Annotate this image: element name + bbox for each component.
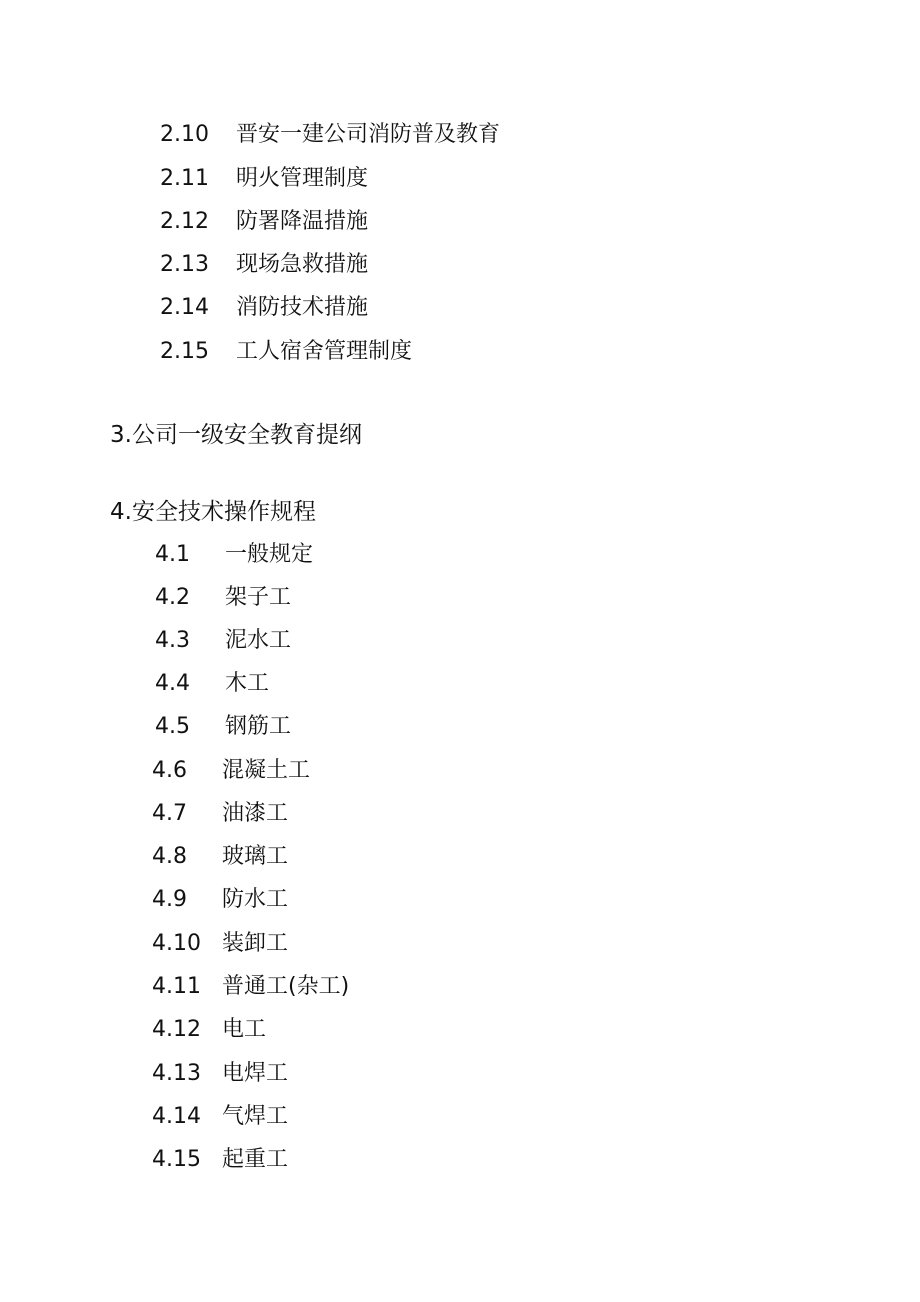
toc-item-title: 普通工(杂工): [222, 974, 350, 999]
toc-item-number: 2.12: [160, 209, 209, 234]
toc-item-number: 4.15: [152, 1147, 201, 1172]
toc-item-title: 钢筋工: [225, 714, 292, 739]
toc-item-number: 4.7: [152, 801, 187, 826]
toc-item-title: 装卸工: [222, 931, 289, 956]
section-4-heading: 4.安全技术操作规程: [110, 499, 316, 525]
toc-item-title: 气焊工: [222, 1104, 289, 1129]
toc-item-number: 2.15: [160, 339, 209, 364]
toc-item-title: 防水工: [222, 887, 289, 912]
toc-item-title: 油漆工: [222, 801, 289, 826]
toc-item-title: 晋安一建公司消防普及教育: [236, 122, 501, 147]
toc-item-number: 4.10: [152, 931, 201, 956]
toc-item-title: 消防技术措施: [236, 295, 369, 320]
toc-item-number: 4.1: [155, 542, 190, 567]
toc-item-title: 架子工: [225, 585, 292, 610]
toc-item-number: 2.10: [160, 122, 209, 147]
toc-item-title: 电工: [222, 1017, 267, 1042]
toc-item-title: 电焊工: [222, 1061, 289, 1086]
toc-item-title: 起重工: [222, 1147, 289, 1172]
toc-item-title: 木工: [225, 671, 270, 696]
toc-item-number: 4.3: [155, 628, 190, 653]
toc-item-title: 泥水工: [225, 628, 292, 653]
toc-item-number: 2.11: [160, 166, 209, 191]
toc-item-number: 2.14: [160, 295, 209, 320]
toc-item-number: 4.9: [152, 887, 187, 912]
toc-item-title: 工人宿舍管理制度: [236, 339, 413, 364]
toc-item-number: 4.14: [152, 1104, 201, 1129]
toc-item-title: 一般规定: [225, 542, 314, 567]
toc-item-number: 4.4: [155, 671, 190, 696]
toc-item-number: 4.6: [152, 758, 187, 783]
toc-item-number: 4.12: [152, 1017, 201, 1042]
toc-item-number: 4.11: [152, 974, 201, 999]
toc-item-title: 明火管理制度: [236, 166, 369, 191]
toc-item-title: 玻璃工: [222, 844, 289, 869]
toc-item-title: 防署降温措施: [236, 209, 369, 234]
toc-item-title: 现场急救措施: [236, 252, 369, 277]
toc-item-number: 4.5: [155, 714, 190, 739]
toc-item-number: 4.8: [152, 844, 187, 869]
toc-item-title: 混凝土工: [222, 758, 311, 783]
toc-item-number: 4.2: [155, 585, 190, 610]
toc-item-number: 4.13: [152, 1061, 201, 1086]
section-3-heading: 3.公司一级安全教育提纲: [110, 422, 362, 448]
toc-item-number: 2.13: [160, 252, 209, 277]
